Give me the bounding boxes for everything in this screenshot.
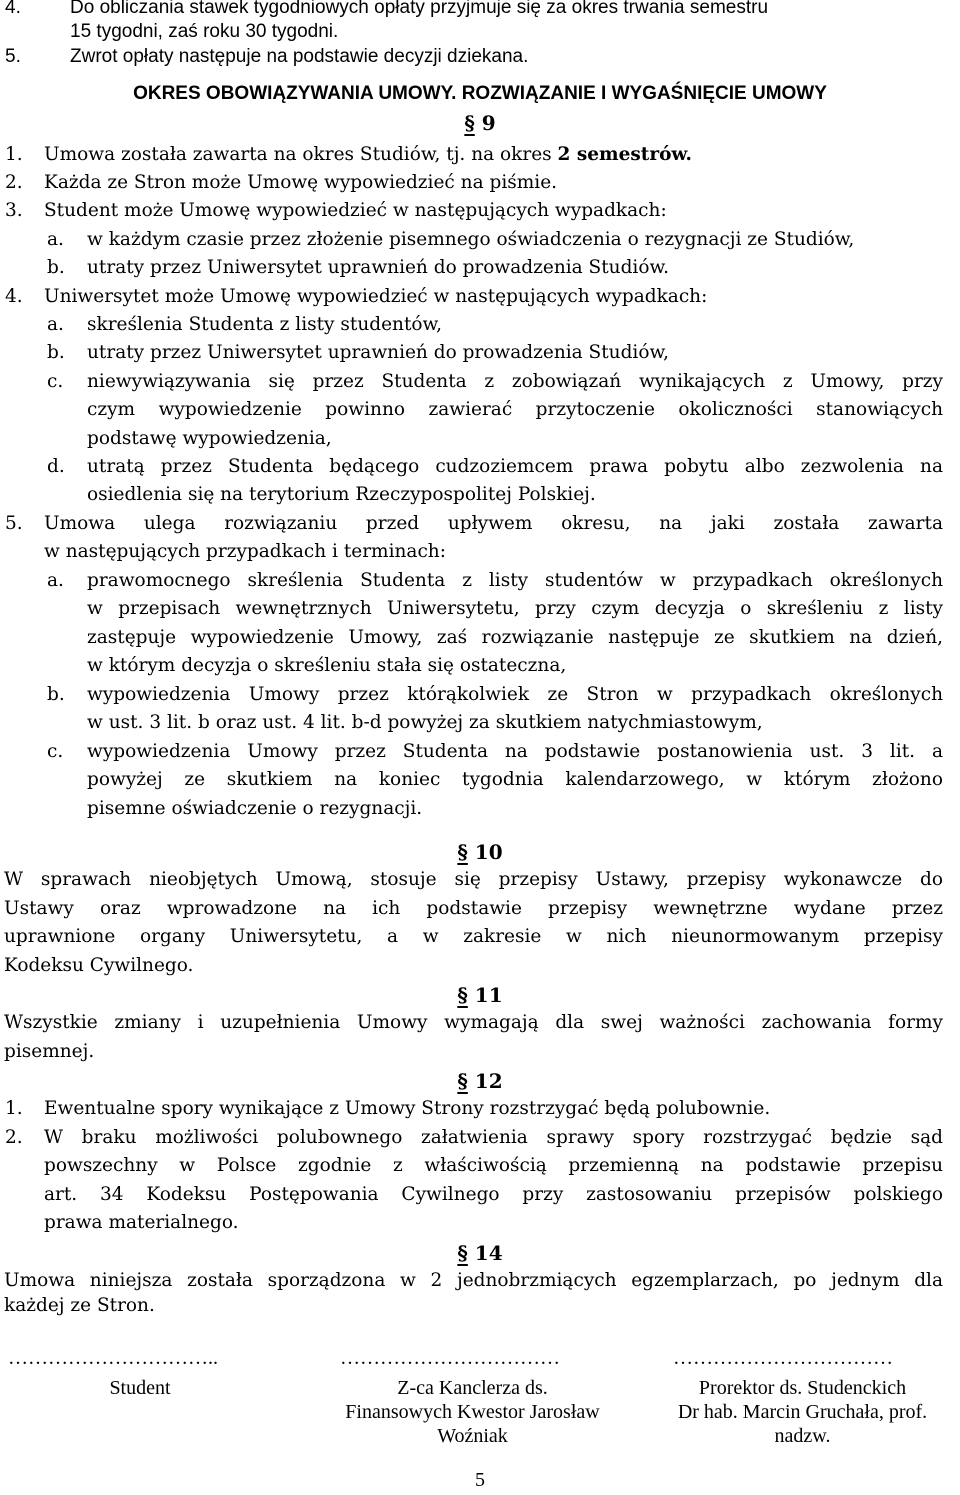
paragraph-number: 9 <box>481 111 496 135</box>
item-number: 4. <box>5 0 21 18</box>
item-number: 1. <box>5 144 23 165</box>
item-text: pisemne oświadczenie o rezygnacji. <box>87 798 423 819</box>
item-number: 5. <box>5 513 23 534</box>
paragraph-number: 11 <box>474 983 503 1007</box>
item-text: podstawę wypowiedzenia, <box>87 428 332 449</box>
paragraph-text: W sprawach nieobjętych Umową, stosuje się przepisy Ustawy, przepisy wykonawcze do <box>4 869 943 890</box>
item-text: w przepisach wewnętrznych Uniwersytetu, przy czym decyzja o skreśleniu z listy <box>87 598 943 619</box>
item-number: 1. <box>5 1098 23 1119</box>
item-text: utratą przez Studenta będącego cudzoziemcem prawa pobytu albo zezwolenia na <box>87 456 943 477</box>
paragraph-text: pisemnej. <box>4 1041 95 1062</box>
item-text: 15 tygodni, zaś roku 30 tygodni. <box>70 21 339 42</box>
paragraph-number: 12 <box>474 1069 503 1093</box>
item-letter: a. <box>47 229 64 250</box>
paragraph-14-heading <box>0 1239 960 1268</box>
page-number: 5 <box>475 1469 485 1491</box>
signature-prorektor <box>645 1346 960 1448</box>
item-text: niewywiązywania się przez Studenta z zobowiązań wynikających z Umowy, przy <box>87 371 943 392</box>
signature-dots: …………………………… <box>673 1347 893 1369</box>
signature-dots: …………………………… <box>340 1347 560 1369</box>
signature-dots: ………………………….. <box>8 1347 218 1369</box>
signature-name: Dr hab. Marcin Gruchała, prof. <box>677 1401 928 1423</box>
item-text: powszechny w Polsce zgodnie z właściwością przemienną na podstawie przepisu <box>44 1155 943 1176</box>
signature-name: Prorektor ds. Studenckich <box>698 1377 907 1399</box>
item-text: wypowiedzenia Umowy przez którąkolwiek ze Stron w przypadkach określonych <box>87 684 943 705</box>
item-text-part: Umowa została zawarta na okres Studiów, tj. na okres <box>44 144 558 165</box>
item-number: 5. <box>5 46 21 67</box>
signature-name: Woźniak <box>437 1425 508 1447</box>
item-text: art. 34 Kodeksu Postępowania Cywilnego przy zastosowaniu przepisów polskiego <box>44 1184 943 1205</box>
signature-name: Student <box>109 1377 171 1399</box>
item-letter: a. <box>47 570 64 591</box>
item-number: 4. <box>5 286 23 307</box>
section-sign: § <box>457 983 468 1007</box>
item-text: prawomocnego skreślenia Studenta z listy studentów w przypadkach określonych <box>87 570 943 591</box>
item-text: utraty przez Uniwersytet uprawnień do prowadzenia Studiów, <box>87 342 670 363</box>
item-text: Do obliczania stawek tygodniowych opłaty przyjmuje się za okres trwania semestru <box>70 0 769 18</box>
item-text: Student może Umowę wypowiedzieć w następujących wypadkach: <box>44 200 667 221</box>
signature-name: Z-ca Kanclerza ds. <box>397 1377 548 1399</box>
item-text-bold: 2 semestrów. <box>557 144 692 165</box>
item-number: 3. <box>5 200 23 221</box>
item-text: utraty przez Uniwersytet uprawnień do prowadzenia Studiów. <box>87 257 670 278</box>
item-letter: b. <box>47 342 65 363</box>
item-text: w którym decyzja o skreśleniu stała się ostateczna, <box>87 655 567 676</box>
signature-student <box>0 1346 280 1400</box>
item-text: osiedlenia się na terytorium Rzeczypospolitej Polskiej. <box>87 484 596 505</box>
item-text: prawa materialnego. <box>44 1212 239 1233</box>
item-text: W braku możliwości polubownego załatwienia sprawy spory rozstrzygać będzie sąd <box>44 1127 943 1148</box>
item-letter: c. <box>47 371 64 392</box>
item-text: w następujących przypadkach i terminach: <box>44 541 446 562</box>
paragraph-text: Umowa niniejsza została sporządzona w 2 jednobrzmiących egzemplarzach, po jednym dla <box>4 1270 943 1291</box>
section-sign: § <box>464 111 475 135</box>
paragraph-number: 10 <box>474 840 503 864</box>
item-text: Ewentualne spory wynikające z Umowy Strony rozstrzygać będą polubownie. <box>44 1098 771 1119</box>
item-text: zastępuje wypowiedzenie Umowy, zaś rozwiązanie następuje ze skutkiem na dzień, <box>87 627 943 648</box>
item-letter: d. <box>47 456 65 477</box>
item-number: 2. <box>5 1127 23 1148</box>
item-text: powyżej ze skutkiem na koniec tygodnia kalendarzowego, w którym złożono <box>87 769 943 790</box>
item-letter: c. <box>47 741 64 762</box>
section-sign: § <box>457 1241 468 1265</box>
section-sign: § <box>457 1069 468 1093</box>
paragraph-text: Kodeksu Cywilnego. <box>4 955 194 976</box>
paragraph-9-heading <box>0 109 960 138</box>
paragraph-text: uprawnione organy Uniwersytetu, a w zakresie w nich nieunormowanym przepisy <box>4 926 943 947</box>
item-text: czym wypowiedzenie powinno zawierać przytoczenie okoliczności stanowiących <box>87 399 943 420</box>
item-text: w każdym czasie przez złożenie pisemnego oświadczenia o rezygnacji ze Studiów, <box>87 229 855 250</box>
signature-kwestor <box>300 1346 645 1448</box>
item-letter: b. <box>47 257 65 278</box>
paragraph-10-heading <box>0 838 960 867</box>
item-text: Umowa ulega rozwiązaniu przed upływem okresu, na jaki została zawarta <box>44 513 943 534</box>
paragraph-number: 14 <box>474 1241 503 1265</box>
paragraph-text: Wszystkie zmiany i uzupełnienia Umowy wymagają dla swej ważności zachowania formy <box>4 1012 943 1033</box>
signature-name: nadzw. <box>774 1425 831 1447</box>
item-text: skreślenia Studenta z listy studentów, <box>87 314 443 335</box>
signature-name: Finansowych Kwestor Jarosław <box>345 1401 600 1423</box>
item-letter: a. <box>47 314 64 335</box>
item-text: Zwrot opłaty następuje na podstawie decyzji dziekana. <box>70 46 529 67</box>
paragraph-text: każdej ze Stron. <box>4 1295 155 1316</box>
item-text <box>44 141 692 170</box>
paragraph-text: Ustawy oraz wprowadzone na ich podstawie przepisy wewnętrzne wydane przez <box>4 898 943 919</box>
section-sign: § <box>457 840 468 864</box>
section-heading: OKRES OBOWIĄZYWANIA UMOWY. ROZWIĄZANIE I WYGAŚNIĘCIE UMOWY <box>133 83 827 104</box>
item-number: 2. <box>5 172 23 193</box>
item-text: wypowiedzenia Umowy przez Studenta na podstawie postanowienia ust. 3 lit. a <box>87 741 943 762</box>
item-letter: b. <box>47 684 65 705</box>
item-text: w ust. 3 lit. b oraz ust. 4 lit. b-d powyżej za skutkiem natychmiastowym, <box>87 712 763 733</box>
item-text: Uniwersytet może Umowę wypowiedzieć w następujących wypadkach: <box>44 286 708 307</box>
item-text: Każda ze Stron może Umowę wypowiedzieć na piśmie. <box>44 172 558 193</box>
paragraph-11-heading <box>0 981 960 1010</box>
paragraph-12-heading <box>0 1067 960 1096</box>
